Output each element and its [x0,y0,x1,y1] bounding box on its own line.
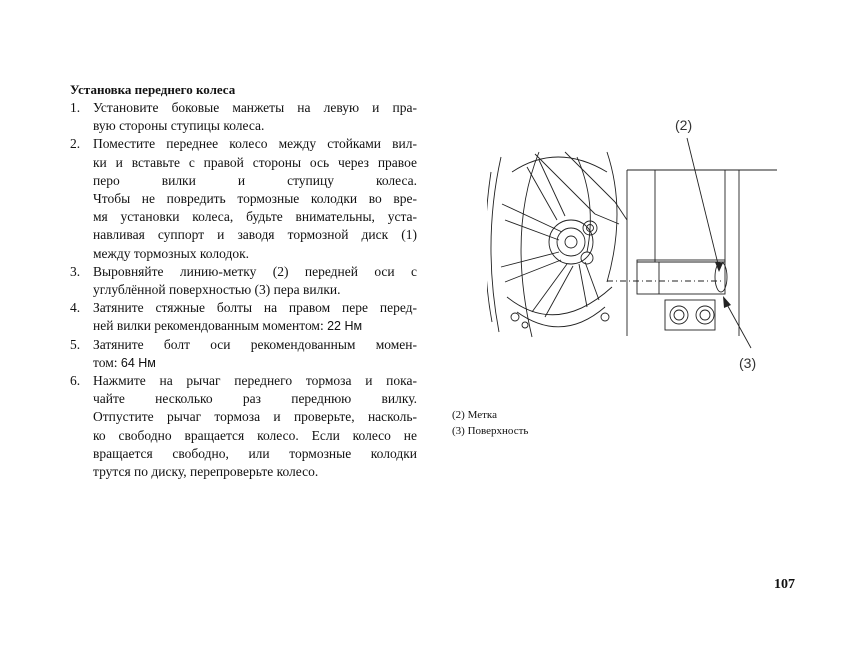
step-text-line [93,208,417,226]
step-text-line [93,408,417,426]
step-text: Затяните стяжные болты на правом пере перед- [93,300,417,316]
step-text-line [93,445,417,463]
instruction-step [70,299,417,335]
instruction-list [70,99,417,481]
step-number: 4. [70,300,81,316]
step-text: трутся по диску, перепроверьте колесо. [93,464,319,480]
torque-value: 64 Нм [120,355,156,370]
step-text: навливая суппорт и заводя тормозной диск (1) [93,227,417,243]
step-text-line [93,135,417,153]
page-number: 107 [774,577,795,592]
section-title: Установка переднего колеса [70,82,236,97]
legend-item-mark: (2) Метка [452,409,497,421]
torque-value: 22 Нм [327,319,363,334]
step-text: том: [93,354,121,370]
step-text-line [93,281,417,299]
step-text-line [93,317,417,335]
callout-mark: (2) [675,117,693,133]
step-text: чайте несколько раз переднюю вилку. [93,391,417,407]
step-text-line [93,354,417,372]
instruction-step [70,135,417,262]
step-text-line [93,336,417,354]
step-text: Нажмите на рычаг переднего тормоза и пока- [93,373,417,389]
step-text-line [93,99,417,117]
step-text-line [93,190,417,208]
step-text-line [93,427,417,445]
step-text: Выровняйте линию-метку (2) передней оси с [93,263,417,279]
step-text-line [93,226,417,244]
step-text: Отпустите рычаг тормоза и проверьте, насколь- [93,409,417,425]
front-wheel-diagram [487,112,777,382]
step-text: ко свободно вращается колесо. Если колесо не [93,427,417,443]
step-number: 5. [70,336,81,352]
step-text: Чтобы не повредить тормозные колодки во вре- [93,191,417,207]
step-text: между тормозных колодок. [93,245,250,261]
step-text-line [93,154,417,172]
legend-item-surface: (3) Поверхность [452,425,529,437]
step-number: 6. [70,373,81,389]
step-text: ки и вставьте с правой стороны ось через правое [93,154,417,170]
step-text-line [93,245,417,263]
instruction-step [70,372,417,481]
step-text: мя установки колеса, будьте внимательны, уста- [93,209,417,225]
figure-legend [452,407,652,439]
step-text-line [93,117,417,135]
step-text: углублённой поверхностью (3) пера вилки. [93,282,341,298]
step-number: 3. [70,263,81,279]
step-text-line [93,299,417,317]
callout-surface: (3) [739,355,757,371]
step-text-line [93,372,417,390]
instruction-step [70,263,417,299]
step-text: Затяните болт оси рекомендованным момен- [93,336,417,352]
diagram-drawing [487,112,777,382]
step-text: вращается свободно, или тормозные колодки [93,445,417,461]
step-text-line [93,463,417,481]
instruction-step [70,99,417,135]
step-number: 2. [70,136,81,152]
step-text: Поместите переднее колесо между стойками вил- [93,136,417,152]
step-text-line [93,263,417,281]
step-text-line [93,172,417,190]
step-text: ней вилки рекомендованным моментом: [93,318,328,334]
step-text-line [93,390,417,408]
step-text: вую стороны ступицы колеса. [93,118,265,134]
instruction-step [70,336,417,372]
step-number: 1. [70,100,81,115]
step-text: перо вилки и ступицу колеса. [93,172,417,188]
step-text: Установите боковые манжеты на левую и пра- [93,100,417,115]
